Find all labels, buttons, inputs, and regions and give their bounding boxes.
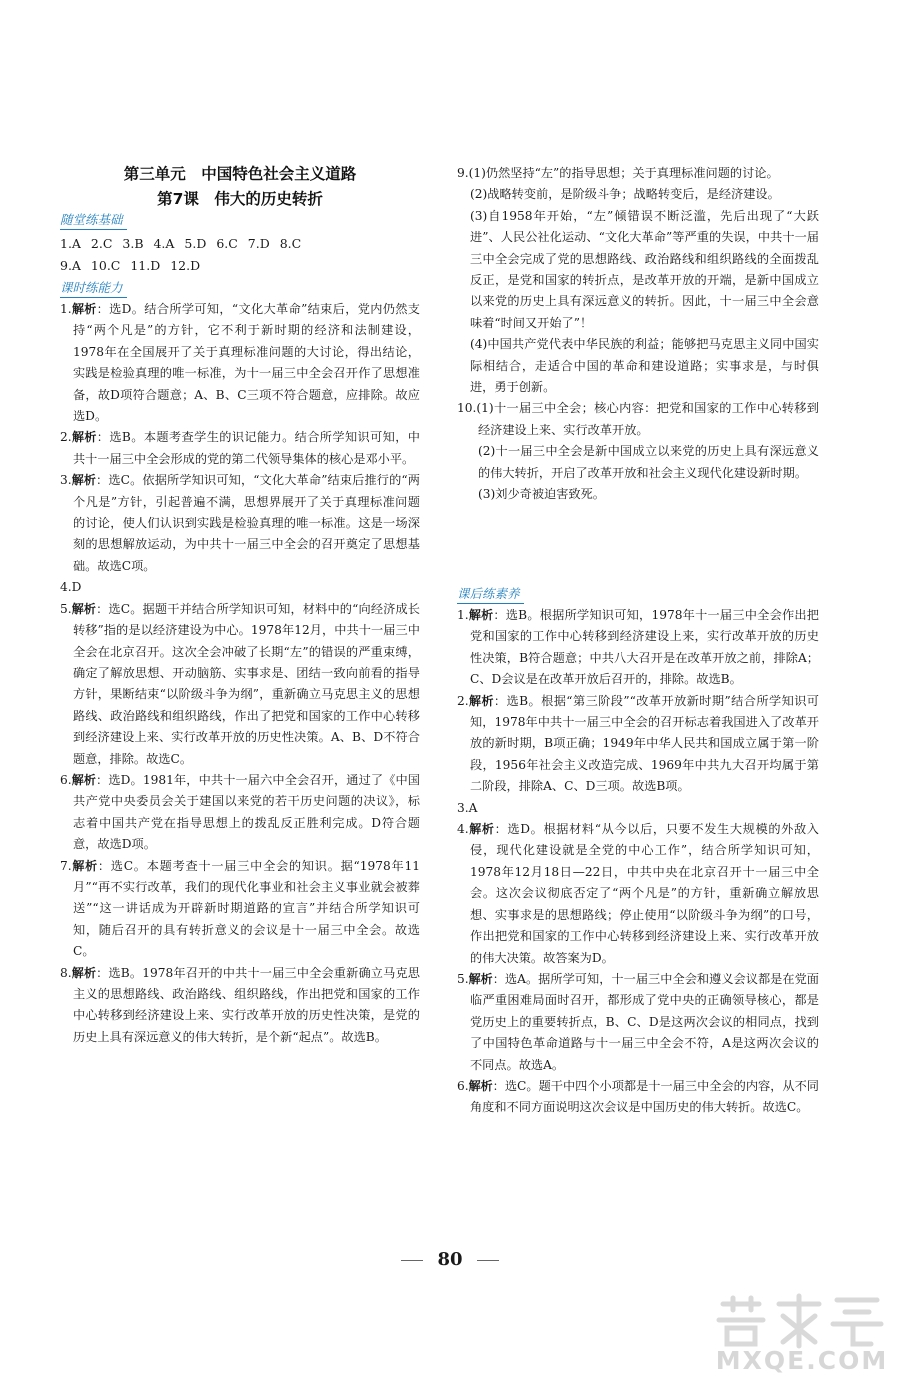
quick-answers — [60, 233, 420, 277]
section-heading-literacy: 课后练素养 — [457, 585, 524, 604]
left-answer-list — [60, 299, 420, 1048]
answer-item-9-part: (3)自1958年开始，“左”倾错误不断泛滥，先后出现了“大跃进”、人民公社化运动、“文化大革命”等严重的失误，中共十一届三中全会完成了党的思想路线、政治路线和组织路线的全面拨乱反正，是党和国家的转折点，是改革开放的开端，是新中国成立以来党的历史上具有深远意义的转折。因此，十一届三中全会意味着“时间又开始了”！ — [470, 208, 819, 330]
answer-item: 6.解析：选D。1981年，中共十一届六中全会召开，通过了《中国共产党中央委员会关于建国以来党的若干历史问题的决议》，标志着中国共产党在指导思想上的拨乱反正胜利完成。D符合题意，故选D项。 — [60, 772, 420, 852]
right-answer-list-top — [457, 163, 819, 506]
watermark — [705, 1290, 895, 1385]
answer-item-10-part: (3)刘少奇被迫害致死。 — [478, 487, 605, 502]
answer-item-9-part: (2)战略转变前，是阶级斗争；战略转变后，是经济建设。 — [470, 187, 780, 202]
answer-item: 7.解析：选C。本题考查十一届三中全会的知识。据“1978年11月”“再不实行改革，我们的现代化事业和社会主义事业就会被葬送”“这一讲话成为开辟新时期道路的宣言”并结合所学知识可知，随后召开的具有转折意义的会议是十一届三中全会。故选C。 — [60, 858, 420, 959]
page-number: 80 — [437, 1249, 463, 1270]
answer-item: 2.解析：选B。本题考查学生的识记能力。结合所学知识可知，中共十一届三中全会形成的党的第二代领导集体的核心是邓小平。 — [60, 430, 420, 466]
answer-item-10: 10.(1)十一届三中全会；核心内容：把党和国家的工作中心转移到经济建设上来、实行改革开放。 — [457, 401, 819, 437]
quick-answers-line: 9.A 10.C 11.D 12.D — [60, 258, 201, 273]
answer-item: 1.解析：选D。结合所学可知，“文化大革命”结束后，党内仍然支持“两个凡是”的方针，它不利于新时期的经济和法制建设，1978年在全国展开了关于真理标准问题的大讨论，得出结论，实践是检验真理的唯一标准，为十一届三中全会召开作了思想准备，故D项符合题意；A、B、C三项不符合题意，应排除。故应选D。 — [60, 302, 420, 424]
answer-item: 5.解析：选C。据题干并结合所学知识可知，材料中的“向经济成长转移”指的是以经济建设为中心。1978年12月，中共十一届三中全会在北京召开。这次全会冲破了长期“左”的错误的严重束缚，确定了解放思想、开动脑筋、实事求是、团结一致向前看的指导方针，果断结束“以阶级斗争为纲”，重新确立马克思主义的思想路线、政治路线和组织路线，作出了把党和国家的工作中心转移到经济建设上来、实行改革开放的历史性决策。A、B、D不符合题意，排除。故选C。 — [60, 601, 420, 766]
footer-dash-right — [477, 1260, 499, 1261]
quick-answers-line: 1.A 2.C 3.B 4.A 5.D 6.C 7.D 8.C — [60, 236, 302, 251]
answer-item-9: 9.(1)仍然坚持“左”的指导思想；关于真理标准问题的讨论。 — [457, 166, 779, 180]
answer-item: 2.解析：选B。根据“第三阶段”“改革开放新时期”结合所学知识可知，1978年中共十一届三中全会的召开标志着我国进入了改革开放的新时期，B项正确；1949年中华人民共和国成立属于第一阶段，1956年社会主义改造完成、1969年中共九大召开均属于第二阶段，排除A、C、D三项。故选B项。 — [457, 693, 819, 794]
answer-item: 6.解析：选C。题干中四个小项都是十一届三中全会的内容，从不同角度和不同方面说明这次会议是中国历史的伟大转折。故选C。 — [457, 1078, 819, 1115]
right-answer-list — [457, 605, 819, 1119]
answer-item-9-part: (4)中国共产党代表中华民族的利益；能够把马克思主义同中国实际相结合，走适合中国的革命和建设道路；实事求是，与时俱进，勇于创新。 — [470, 337, 819, 395]
answer-item: 4.D — [60, 580, 82, 595]
footer-dash-left — [401, 1260, 423, 1261]
answer-item: 8.解析：选B。1978年召开的中共十一届三中全会重新确立马克思主义的思想路线、政治路线、组织路线，作出把党和国家的工作中心转移到经济建设上来、实行改革开放的历史性决策，是党的历史上具有深远意义的伟大转折，是个新“起点”。故选B。 — [60, 965, 420, 1044]
watermark-logo-icon — [705, 1290, 895, 1350]
answer-item: 3.A — [457, 800, 478, 815]
page-footer — [0, 1249, 900, 1270]
answer-item-10-part: (2)十一届三中全会是新中国成立以来党的历史上具有深远意义的伟大转折，开启了改革开放和社会主义现代化建设新时期。 — [478, 444, 819, 480]
answer-item: 3.解析：选C。依据所学知识可知，“文化大革命”结束后推行的“两个凡是”方针，引起普遍不满，思想界展开了关于真理标准问题的讨论，使人们认识到实践是检验真理的唯一标准。这是一场深刻的思想解放运动，为中共十一届三中全会的召开奠定了思想基础。故选C项。 — [60, 473, 420, 573]
section-heading-basic: 随堂练基础 — [60, 211, 127, 230]
answer-item: 4.解析：选D。根据材料“从今以后，只要不发生大规模的外敌入侵，现代化建设就是全党的中心工作”，结合所学知识可知，1978年12月18日—22日，中共中央在北京召开十一届三中全会。这次会议彻底否定了“两个凡是”的方针，重新确立解放思想、实事求是的思想路线；停止使用“以阶级斗争为纲”的口号，作出把党和国家的工作中心转移到经济建设上来、实行改革开放的伟大决策。故答案为D。 — [457, 822, 819, 965]
section-heading-ability: 课时练能力 — [60, 279, 127, 298]
answer-item: 1.解析：选B。根据所学知识可知，1978年十一届三中全会作出把党和国家的工作中心转移到经济建设上来，实行改革开放的历史性决策，B符合题意；中共八大召开是在改革开放之前，排除A；C、D会议是在改革开放后召开的，排除。故选B。 — [457, 608, 819, 687]
lesson-title: 第7课 伟大的历史转折 — [157, 190, 323, 208]
watermark-text: MXQE.COM — [715, 1346, 889, 1375]
answer-item: 5.解析：选A。据所学可知，十一届三中全会和遵义会议都是在党面临严重困难局面时召开，都形成了党中央的正确领导核心，都是党历史上的重要转折点，B、C、D是这两次会议的相同点，找到了中国特色革命道路与十一届三中全会不符，A是这两次会议的不同点。故选A。 — [457, 971, 819, 1072]
unit-title: 第三单元 中国特色社会主义道路 — [123, 165, 357, 183]
